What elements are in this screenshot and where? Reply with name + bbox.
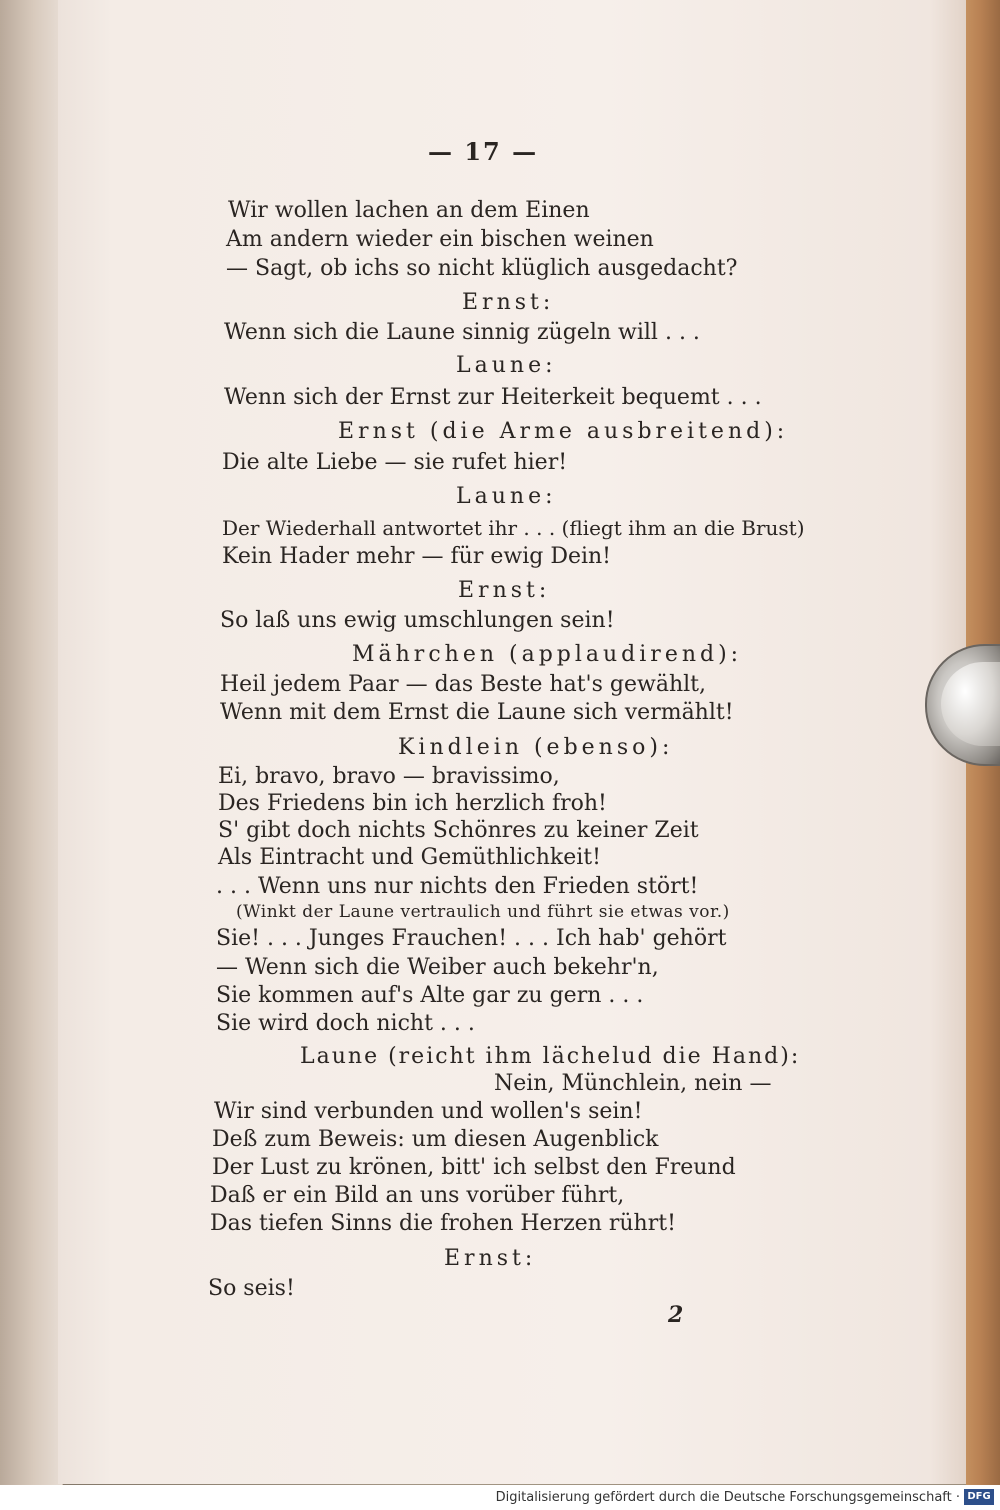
text-line: Sie! . . . Junges Frauchen! . . . Ich hab' gehört (216, 926, 727, 951)
text-line: So seis! (208, 1276, 295, 1301)
text-line: — Sagt, ob ichs so nicht klüglich ausgedacht? (226, 256, 738, 281)
text-line: So laß uns ewig umschlungen sein! (220, 608, 615, 633)
text-line: Wenn sich die Laune sinnig zügeln will . . . (224, 320, 700, 345)
text-line: Sie wird doch nicht . . . (216, 1011, 475, 1036)
text-line: Daß er ein Bild an uns vorüber führt, (210, 1183, 625, 1208)
text-line: Der Wiederhall antwortet ihr . . . (fliegt ihm an die Brust) (222, 516, 805, 540)
text-line: Nein, Münchlein, nein — (494, 1071, 772, 1096)
text-line: Heil jedem Paar — das Beste hat's gewählt, (220, 672, 706, 697)
stage-direction: (Winkt der Laune vertraulich und führt sie etwas vor.) (236, 902, 730, 922)
text-line: Das tiefen Sinns die frohen Herzen rührt! (210, 1211, 676, 1236)
dfg-logo: DFG (964, 1489, 994, 1505)
speaker-name: Laune: (456, 353, 557, 378)
speaker-name: Laune: (456, 484, 557, 509)
text-line: — Wenn sich die Weiber auch bekehr'n, (216, 955, 659, 980)
text-line: Am andern wieder ein bischen weinen (226, 227, 654, 252)
signature-mark: 2 (668, 1302, 684, 1328)
text-line: Als Eintracht und Gemüthlichkeit! (218, 845, 601, 870)
speaker-name: Ernst: (444, 1246, 537, 1271)
text-line: Ei, bravo, bravo — bravissimo, (218, 764, 560, 789)
footer-credit: Digitalisierung gefördert durch die Deutsche Forschungsgemeinschaft · (495, 1490, 960, 1505)
text-line: S' gibt doch nichts Schönres zu keiner Zeit (218, 818, 699, 843)
text-line: Die alte Liebe — sie rufet hier! (222, 450, 568, 475)
text-line: Kein Hader mehr — für ewig Dein! (222, 544, 612, 569)
text-line: . . . Wenn uns nur nichts den Frieden stört! (216, 874, 699, 899)
text-line: Wenn sich der Ernst zur Heiterkeit bequemt . . . (224, 385, 762, 410)
text-line: Des Friedens bin ich herzlich froh! (218, 791, 607, 816)
speaker-name: Ernst: (462, 290, 555, 315)
speaker-name: Laune (reicht ihm lächelud die Hand): (300, 1044, 801, 1069)
speaker-name: Kindlein (ebenso): (398, 735, 674, 760)
text-line: Der Lust zu krönen, bitt' ich selbst den Freund (212, 1155, 736, 1180)
text-line: Sie kommen auf's Alte gar zu gern . . . (216, 983, 644, 1008)
text-line: Wir wollen lachen an dem Einen (228, 198, 590, 223)
text-line: Deß zum Beweis: um diesen Augenblick (212, 1127, 659, 1152)
speaker-name: Ernst: (458, 578, 551, 603)
text-line: Wenn mit dem Ernst die Laune sich vermählt! (220, 700, 734, 725)
speaker-name: Ernst (die Arme ausbreitend): (338, 419, 789, 444)
text-line: Wir sind verbunden und wollen's sein! (214, 1099, 643, 1124)
page-number: — 17 — (428, 137, 539, 166)
speaker-name: Mährchen (applaudirend): (352, 642, 743, 667)
